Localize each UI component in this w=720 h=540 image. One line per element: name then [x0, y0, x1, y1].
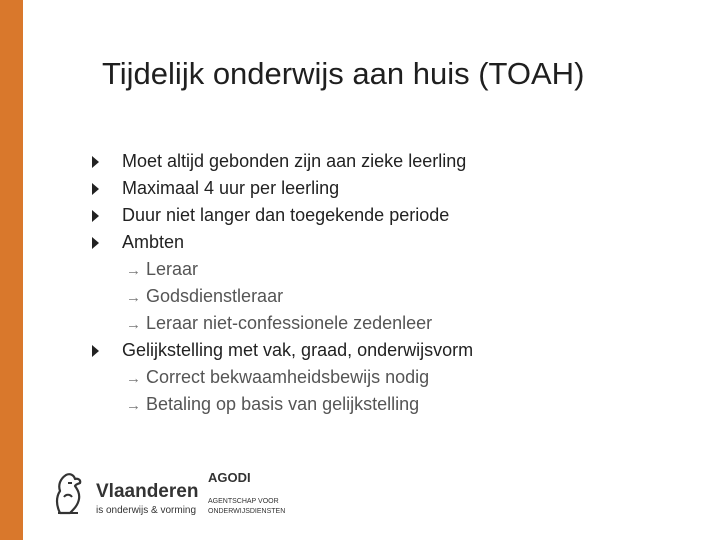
bullet-item [90, 148, 690, 175]
bullet-triangle-icon [92, 183, 99, 195]
sub-bullet-item [90, 310, 690, 337]
bullet-triangle-icon [92, 345, 99, 357]
arrow-right-icon: → [126, 397, 141, 414]
sub-bullet-item [90, 364, 690, 391]
bullet-text: Correct bekwaamheidsbewijs nodig [146, 367, 430, 387]
bullet-text: Moet altijd gebonden zijn aan zieke leerling [122, 151, 467, 171]
agodi-tagline: AGENTSCHAP VOOR ONDERWIJSDIENSTEN [208, 498, 286, 515]
bullet-item [90, 337, 690, 364]
agodi-logo-text: AGODI [208, 470, 251, 485]
bullet-item [90, 229, 690, 256]
sub-bullet-item [90, 283, 690, 310]
bullet-text: Maximaal 4 uur per leerling [122, 178, 340, 198]
bullet-text: Betaling op basis van gelijkstelling [146, 394, 420, 414]
vlaanderen-logo-text: Vlaanderen [96, 481, 199, 502]
bullet-text: Leraar [146, 259, 199, 279]
bullet-text: Ambten [122, 232, 185, 252]
arrow-right-icon: → [126, 316, 141, 333]
bullet-triangle-icon [92, 156, 99, 168]
bullet-item [90, 202, 690, 229]
accent-sidebar-bar [0, 0, 23, 540]
arrow-right-icon: → [126, 262, 141, 279]
bullet-text: Godsdienstleraar [146, 286, 284, 306]
bullet-text: Duur niet langer dan toegekende periode [122, 205, 450, 225]
slide-title: Tijdelijk onderwijs aan huis (TOAH) [102, 56, 585, 91]
bullet-triangle-icon [92, 210, 99, 222]
slide-content [90, 148, 690, 418]
vlaanderen-tagline: is onderwijs & vorming [96, 505, 197, 516]
bullet-text: Leraar niet-confessionele zedenleer [146, 313, 433, 333]
bullet-text: Gelijkstelling met vak, graad, onderwijsvorm [122, 340, 474, 360]
sub-bullet-item [90, 256, 690, 283]
arrow-right-icon: → [126, 370, 141, 387]
arrow-right-icon: → [126, 289, 141, 306]
sub-bullet-item [90, 391, 690, 418]
flemish-lion-icon [50, 469, 86, 517]
bullet-triangle-icon [92, 237, 99, 249]
bullet-item [90, 175, 690, 202]
